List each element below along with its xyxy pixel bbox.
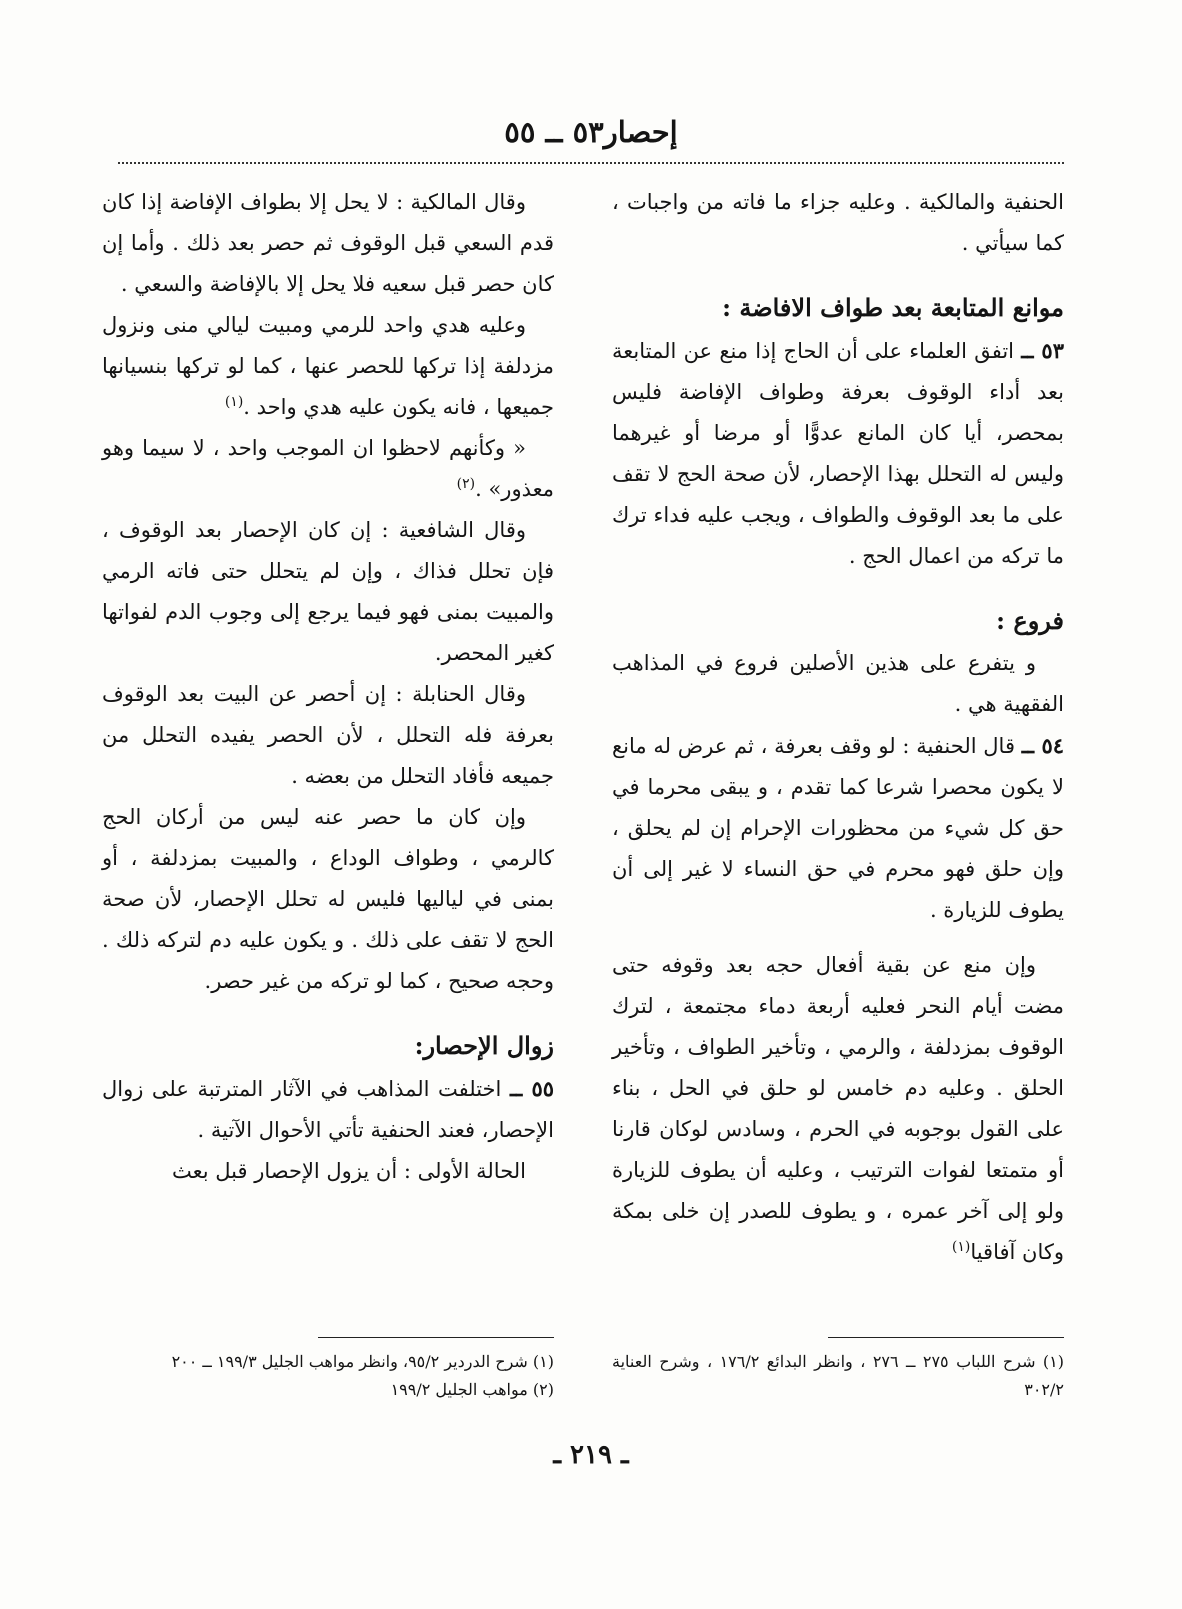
paragraph: الحنفية والمالكية . وعليه جزاء ما فاته من واجبات ، كما سيأتي . <box>612 190 1064 255</box>
paragraph <box>102 1068 554 1151</box>
footnote: (١) شرح الدردير ٩٥/٢، وانظر مواهب الجليل ١٩٩/٣ ــ ٢٠٠ <box>171 1352 554 1371</box>
paragraph-text: وإن منع عن بقية أفعال حجه بعد وقوفه حتى مضت أيام النحر فعليه أربعة دماء مجتمعة ، لترك الوقوف بمزدلفة ، والرمي ، وتأخير الطواف ، وتأخير الحلق . وعليه دم خامس لو حلق في الحل ، بناء على القول بوجوبه في الحرم ، وسادس لوكان قارنا أو متمتعا لفوات الترتيب ، وعليه أن يطوف للزيارة ولو إلى آخر عمره ، و يطوف للصدر إن خلى بمكة وكان آفاقيا <box>612 953 1064 1264</box>
paragraph-text: وعليه هدي واحد للرمي ومبيت ليالي منى ونزول مزدلفة إذا تركها للحصر عنها ، كما لو تركها بنسيانها جميعها ، فانه يكون عليه هدي واحد . <box>102 313 554 419</box>
paragraph-number: ٥٤ ــ <box>1021 733 1064 758</box>
section-heading: زوال الإحصار: <box>414 1031 554 1060</box>
section-heading: فروع : <box>996 606 1064 635</box>
footnotes-left <box>102 1348 554 1404</box>
paragraph-text: اتفق العلماء على أن الحاج إذا منع عن المتابعة بعد أداء الوقوف بعرفة وطواف الإفاضة فليس بمحصر، أيا كان المانع عدوًّا أو مرضا أو غيرهما وليس له التحلل بهذا الإحصار، لأن صحة الحج لا تقف على ما بعد الوقوف والطواف ، ويجب عليه فداء ترك ما تركه من اعمال الحج . <box>612 339 1064 568</box>
paragraph-text: اختلفت المذاهب في الآثار المترتبة على زوال الإحصار، فعند الحنفية تأتي الأحوال الآتية . <box>102 1077 554 1142</box>
right-column <box>612 182 1064 1273</box>
page-number: ـ ٢١٩ ـ <box>553 1440 629 1470</box>
paragraph: وقال المالكية : لا يحل إلا بطواف الإفاضة إذا كان قدم السعي قبل الوقوف ثم حصر بعد ذلك . وأما إن كان حصر قبل سعيه فلا يحل إلا بالإفاضة والسعي . <box>102 190 554 296</box>
footnote-ref: (١) <box>224 394 244 410</box>
paragraph-text: « وكأنهم لاحظوا ان الموجب واحد ، لا سيما وهو معذور» . <box>102 436 554 501</box>
footnote-rule-right <box>828 1337 1064 1338</box>
footnote: (٢) مواهب الجليل ١٩٩/٢ <box>390 1380 554 1399</box>
paragraph <box>612 945 1064 1273</box>
footnote-ref: (١) <box>951 1239 971 1255</box>
footnote-ref: (٢) <box>456 476 476 492</box>
paragraph <box>612 330 1064 577</box>
footnote: (١) شرح اللباب ٢٧٥ ــ ٢٧٦ ، وانظر البدائع ١٧٦/٢ ، وشرح العناية ٣٠٢/٢ <box>612 1352 1065 1399</box>
paragraph: وقال الشافعية : إن كان الإحصار بعد الوقوف ، فإن تحلل فذاك ، وإن لم يتحلل حتى فاته الرمي والمبيت بمنى فهو فيما يرجع إلى وجوب الدم لفواتها كغير المحصر. <box>102 518 554 665</box>
paragraph <box>102 305 554 428</box>
paragraph: و يتفرع على هذين الأصلين فروع في المذاهب الفقهية هي . <box>612 651 1064 716</box>
paragraph-number: ٥٣ ــ <box>1021 338 1064 363</box>
footnotes-right <box>612 1348 1064 1404</box>
paragraph <box>612 725 1064 931</box>
running-header: إحصار٥٣ ــ ٥٥ <box>504 115 678 149</box>
footnote-rule-left <box>318 1337 554 1338</box>
paragraph-text: قال الحنفية : لو وقف بعرفة ، ثم عرض له مانع لا يكون محصرا شرعا كما تقدم ، و يبقى محرما في حق كل شيء من محظورات الإحرام إن لم يحلق ، وإن حلق فهو محرم في حق النساء لا غير إلى أن يطوف للزيارة . <box>612 734 1064 922</box>
paragraph: وإن كان ما حصر عنه ليس من أركان الحج كالرمي ، وطواف الوداع ، والمبيت بمزدلفة ، أو بمنى في لياليها فليس له تحلل الإحصار، لأن صحة الحج لا تقف على ذلك . و يكون عليه دم لتركه ذلك . وحجه صحيح ، كما لو تركه من غير حصر. <box>102 805 554 993</box>
header-dotted-rule <box>118 162 1064 164</box>
section-heading: موانع المتابعة بعد طواف الافاضة : <box>722 293 1064 322</box>
paragraph: وقال الحنابلة : إن أحصر عن البيت بعد الوقوف بعرفة فله التحلل ، لأن الحصر يفيده التحلل من جميعه فأفاد التحلل من بعضه . <box>102 682 554 788</box>
paragraph-number: ٥٥ ــ <box>509 1076 554 1101</box>
left-column <box>102 182 554 1192</box>
quote-paragraph <box>102 428 554 510</box>
paragraph: الحالة الأولى : أن يزول الإحصار قبل بعث <box>171 1159 526 1183</box>
